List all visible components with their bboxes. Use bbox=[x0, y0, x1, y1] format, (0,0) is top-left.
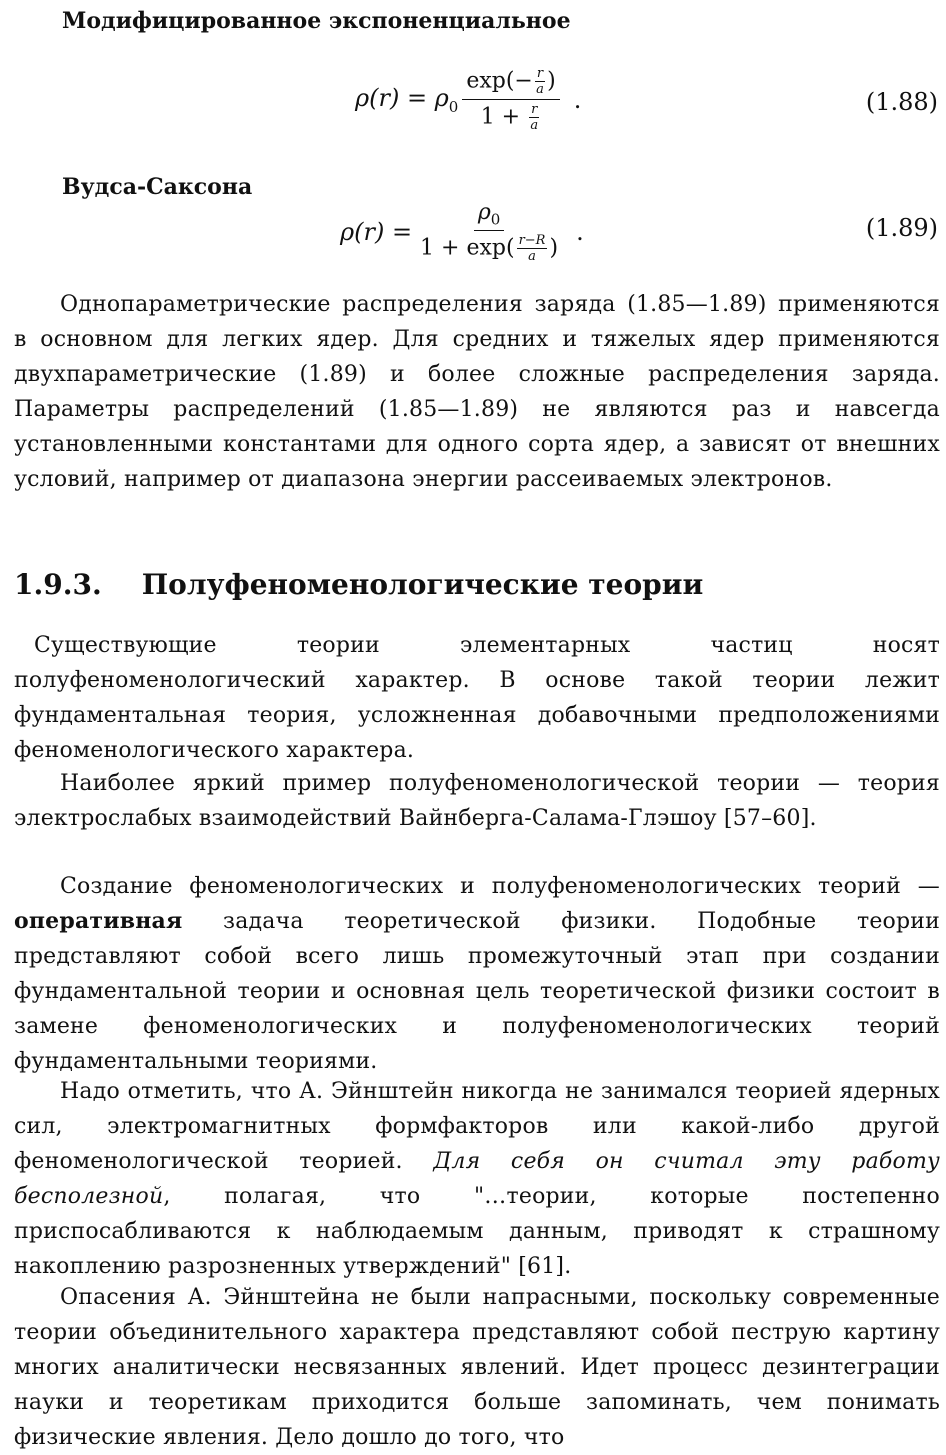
paragraph-5: Опасения А. Эйнштейна не были напрасными, поскольку современные теории объединительного характера представляют собой пеструю картину многих аналитически несвязанных явлений. Идет процесс дезинтеграции науки и теоретикам приходится больше запоминать, чем понимать физические явления. Дело дошло до того, что bbox=[14, 1285, 940, 1450]
distribution-label-woods-saxon: Вудса-Саксона bbox=[62, 174, 253, 200]
section-heading bbox=[14, 568, 703, 601]
section-number: 1.9.3. bbox=[14, 568, 102, 601]
emphasis-useless: Для себя он считал эту работу бесполезной bbox=[14, 1149, 940, 1209]
eq-1-88-lhs: $\rho(r) = \rho_0$ bbox=[355, 83, 459, 116]
equation-1-89: ρ(r) = $\rho_0$ 1 + exp( $\frac{r-R}{a}$ ) . bbox=[340, 200, 584, 265]
eq-1-89-fraction: $\rho_0$ 1 + exp( $\frac{r-R}{a}$ ) bbox=[420, 200, 559, 265]
paragraph-2: Наиболее яркий пример полуфеноменологической теории — теория электрослабых взаимодействий Вайнберга-Салама-Глэшоу [57–60]. bbox=[14, 771, 940, 831]
paragraph-4: Надо отметить, что А. Эйнштейн никогда не занимался теорией ядерных сил, электромагнитных формфакторов или какой-либо другой феноменологической теорией. Для себя он считал эту работу бесполезной, полагая, что "…теории, которые постепенно приспосабливаются к наблюдаемым данным, приводят к страшному накоплению разрозненных утверждений" [61]. bbox=[14, 1079, 940, 1279]
eq-1-89-lhs: ρ(r) = bbox=[340, 218, 413, 247]
distribution-label-modified-exponential: Модифицированное экспоненциальное bbox=[62, 8, 571, 34]
section-title: Полуфеноменологические теории bbox=[141, 568, 704, 601]
emphasis-operative: оперативная bbox=[14, 908, 183, 934]
paragraph-1: Существующие теории элементарных частиц носят полуфеноменологический характер. В основе такой теории лежит фундаментальная теория, усложненная добавочными предположениями феноменологического характера. bbox=[14, 633, 940, 763]
paragraph-charge-distributions: Однопараметрические распределения заряда (1.85—1.89) применяются в основном для легких ядер. Для средних и тяжелых ядер применяются двухпараметрические (1.89) и более сложные распределения заряда. Параметры распределений (1.85—1.89) не являются раз и навсегда установленными константами для одного сорта ядер, а зависят от внешних условий, например от диапазона энергии рассеиваемых электронов. bbox=[14, 292, 940, 492]
eq-1-88-fraction: exp(− $\frac{r}{a}$ ) 1 + $\frac{r}{a}$ bbox=[462, 66, 559, 133]
equation-number-1-88: (1.88) bbox=[865, 88, 938, 116]
paragraph-3: Создание феноменологических и полуфеноменологических теорий — оперативная задача теоретической физики. Подобные теории представляют собой всего лишь промежуточный этап при создании фундаментальной теории и основная цель теоретической физики состоит в замене феноменологических и полуфеноменологических теорий фундаментальными теориями. bbox=[14, 874, 940, 1074]
equation-1-88: $\rho(r) = \rho_0$ exp(− $\frac{r}{a}$ ) 1 + $\frac{r}{a}$ . bbox=[355, 66, 582, 133]
equation-number-1-89: (1.89) bbox=[865, 214, 938, 242]
